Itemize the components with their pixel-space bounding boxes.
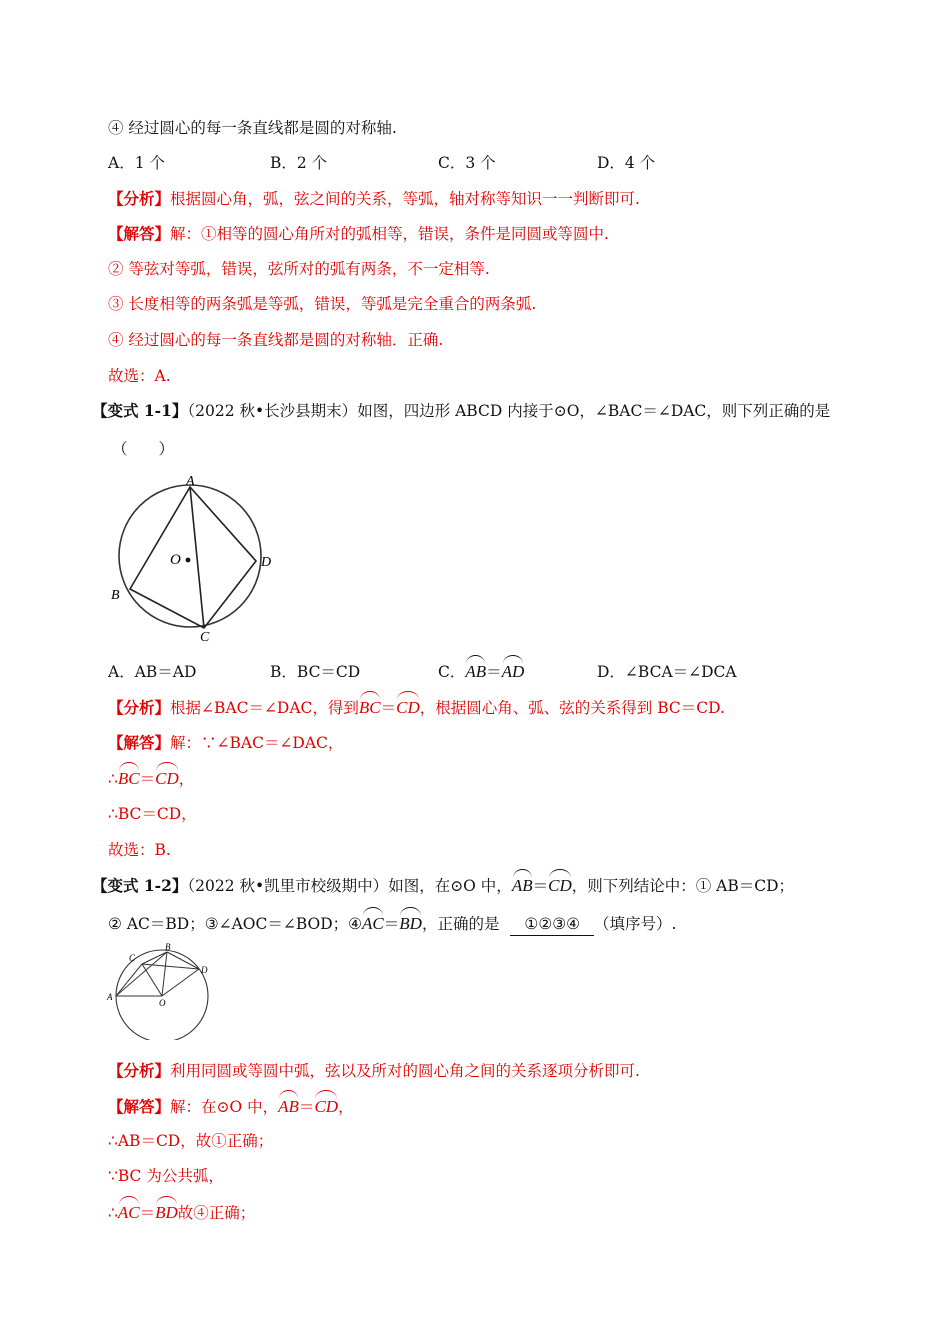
label-b: B (165, 942, 171, 952)
v11-choice: 故选：B. (108, 841, 171, 859)
v11-option-a: A．AB＝AD (108, 663, 197, 681)
analysis-text: 根据圆心角，弧，弦之间的关系，等弧，轴对称等知识一一判断即可. (170, 190, 640, 208)
q1-choice: 故选：A. (108, 367, 171, 385)
v11-paren: （ ） (112, 440, 175, 458)
variant-tag: 【变式 1-1】 (92, 401, 188, 420)
label-d: D (201, 965, 208, 975)
radius-od (162, 969, 199, 996)
radius-ob (162, 952, 167, 996)
eq: ＝ (532, 877, 549, 895)
q1-option-d: D．4 个 (597, 154, 656, 172)
stem-part2: ，则下列结论中：① AB＝CD； (571, 877, 795, 895)
v12-stem-line2 (108, 907, 676, 936)
answer-label: 【解答】 (108, 224, 171, 243)
stem-part1: 如图，在⊙O 中， (388, 877, 512, 895)
line2-part3: （填序号）. (594, 915, 677, 933)
radius-oc (142, 964, 162, 996)
answer-part1: 解：在⊙O 中， (170, 1098, 279, 1116)
q1-answer (108, 223, 609, 245)
center-point (186, 558, 191, 563)
therefore: ∴ (108, 770, 118, 788)
arc-ab: AB (465, 655, 486, 683)
analysis-label: 【分析】 (108, 189, 171, 208)
line2-part2: ，正确的是 (421, 915, 500, 933)
v11-option-b: B．BC＝CD (270, 663, 361, 681)
q1-option-a: A．1 个 (108, 154, 165, 172)
chord-ab (116, 952, 167, 996)
v12-step-1: ∴AB＝CD，故①正确； (108, 1132, 274, 1150)
arc-ab: AB (278, 1090, 299, 1118)
v12-figure (104, 940, 216, 1040)
answer-label: 【解答】 (108, 1097, 171, 1116)
step-suffix: 故④正确； (177, 1204, 256, 1222)
arc-ac: AC (362, 907, 384, 935)
option-c-prefix: C． (438, 663, 466, 681)
variant-tag: 【变式 1-2】 (92, 876, 188, 895)
analysis-text: 利用同圆或等圆中弧，弦以及所对的圆心角之间的关系逐项分析即可. (170, 1062, 640, 1080)
eq: ＝ (298, 1098, 315, 1116)
source: （2022 秋•长沙县期末） (187, 402, 358, 420)
v11-option-d: D．∠BCA＝∠DCA (597, 663, 737, 681)
v11-option-c (438, 655, 524, 683)
label-b: B (111, 588, 120, 603)
eq: ＝ (380, 699, 397, 717)
q1-option-c: C．3 个 (438, 154, 496, 172)
label-a: A (107, 992, 113, 1002)
label-o: O (159, 998, 166, 1008)
label-c: C (200, 630, 210, 645)
q1-answer-4: ④ 经过圆心的每一条直线都是圆的对称轴．正确. (108, 331, 444, 349)
eq: ＝ (486, 663, 502, 681)
arc-ad: AD (502, 655, 525, 683)
v11-figure (104, 468, 284, 648)
circle-o (119, 485, 261, 627)
answer-label: 【解答】 (108, 733, 171, 752)
arc-cd: CD (396, 691, 420, 719)
answer-part2: ， (338, 1098, 354, 1116)
arc-bd: BD (399, 907, 422, 935)
v11-answer (108, 732, 343, 754)
q1-analysis (108, 188, 640, 210)
quadrilateral-abcd (130, 487, 256, 628)
v12-answer (108, 1090, 354, 1118)
analysis-part2: ，根据圆心角、弧、弦的关系得到 BC＝CD. (419, 699, 725, 717)
v11-step-2: ∴BC＝CD， (108, 805, 197, 823)
arc-bd: BD (155, 1196, 178, 1224)
comma: ， (178, 770, 195, 788)
q1-item4: ④ 经过圆心的每一条直线都是圆的对称轴. (108, 119, 397, 137)
arc-cd: CD (155, 762, 179, 790)
q1-answer-3: ③ 长度相等的两条弧是等弧，错误，等弧是完全重合的两条弧. (108, 295, 537, 313)
arc-bc: BC (359, 691, 381, 719)
arc-ac: AC (118, 1196, 140, 1224)
v12-step-3 (108, 1196, 255, 1224)
chord-ac (116, 964, 142, 996)
arc-cd: CD (314, 1090, 338, 1118)
analysis-label: 【分析】 (108, 698, 171, 717)
eq: ＝ (139, 1204, 156, 1222)
therefore: ∴ (108, 1204, 118, 1222)
arc-cd: CD (548, 869, 572, 897)
label-c: C (129, 953, 136, 963)
stem-text: 如图，四边形 ABCD 内接于⊙O，∠BAC＝∠DAC，则下列正确的是 (357, 402, 831, 420)
v11-analysis (108, 691, 725, 719)
label-d: D (261, 555, 272, 570)
v12-step-2: ∵BC 为公共弧， (108, 1167, 224, 1185)
arc-ab: AB (512, 869, 533, 897)
line2-part1: ② AC＝BD；③∠AOC＝∠BOD；④ (108, 915, 363, 933)
q1-answer-2: ② 等弦对等弧，错误，弦所对的弧有两条，不一定相等. (108, 260, 490, 278)
answer-text: 解：①相等的圆心角所对的弧相等，错误，条件是同圆或等圆中. (170, 225, 609, 243)
source: （2022 秋•凯里市校级期中） (187, 877, 389, 895)
v12-analysis (108, 1060, 640, 1082)
q1-option-b: B．2 个 (270, 154, 328, 172)
answer-text: 解：∵∠BAC＝∠DAC， (170, 734, 344, 752)
eq: ＝ (139, 770, 156, 788)
v12-stem (92, 869, 794, 897)
v11-step-1 (108, 762, 194, 790)
answer-blank: ①②③④ (510, 913, 594, 936)
analysis-part1: 根据∠BAC＝∠DAC，得到 (170, 699, 359, 717)
diagonal-ac (190, 487, 204, 628)
v11-stem (92, 400, 830, 422)
analysis-label: 【分析】 (108, 1061, 171, 1080)
label-a: A (186, 474, 195, 489)
eq: ＝ (383, 915, 400, 933)
arc-bc: BC (118, 762, 140, 790)
label-o: O (170, 552, 181, 568)
